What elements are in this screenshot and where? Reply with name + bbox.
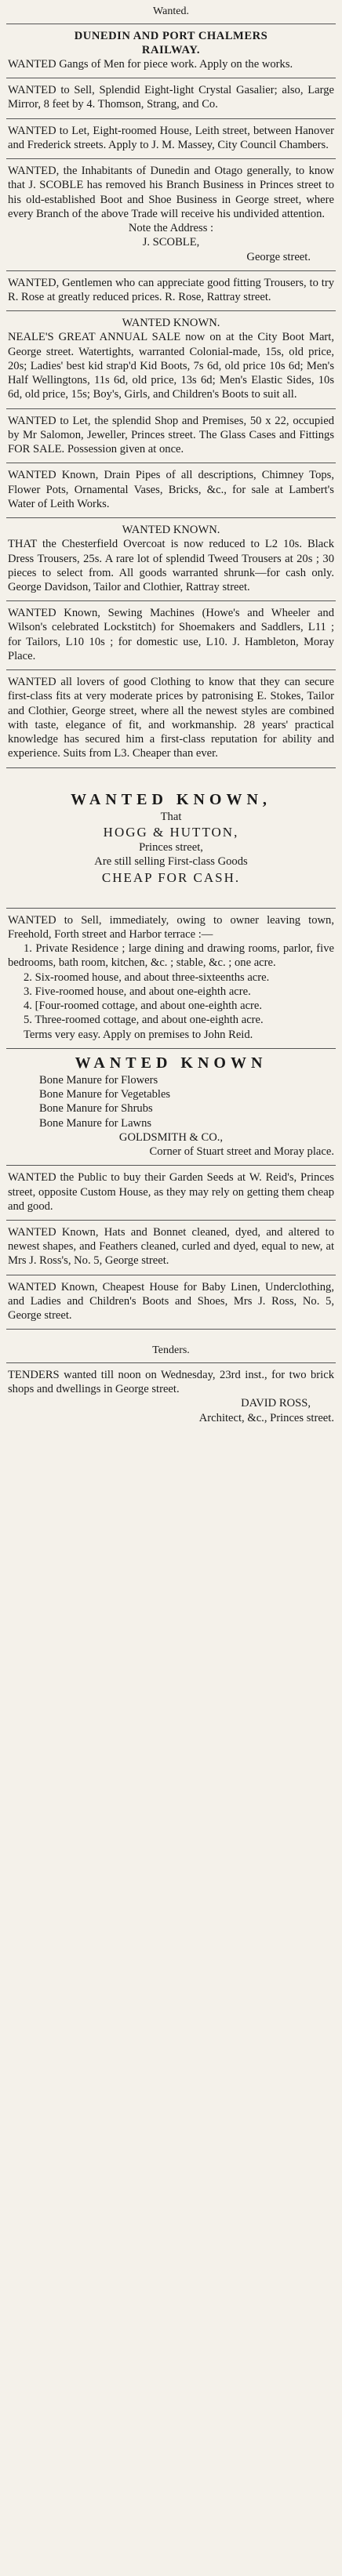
ad-address: George street.: [246, 250, 311, 263]
section-heading-wanted: Wanted.: [6, 3, 336, 24]
ad-terms: Terms very easy. Apply on premises to John Reid.: [24, 1028, 253, 1041]
ad-body: TENDERS wanted till noon on Wednesday, 23rd inst., for two brick shops and dwellings in George street.: [8, 1368, 334, 1396]
ad-house-leith: [6, 119, 336, 159]
ad-list-item: Bone Manure for Flowers: [39, 1073, 158, 1087]
ad-goldsmith: [6, 1049, 336, 1166]
ad-body: WANTED all lovers of good Clothing to know that they can secure first-class fits at very moderate prices by patronising E. Stokes, Tailor and Clothier, George street, where all the newest styles are combined with taste, elegance of fit, and workmanship. 28 years' practical knowledge has secured him a first-class reputation for ability and experience. Suits from L3. Cheaper than ever.: [8, 676, 334, 760]
ad-text: That: [160, 810, 182, 823]
ad-body: WANTED, the Inhabitants of Dunedin and Otago generally, to know that J. SCOBLE has removed his Branch Business in Princes street to his old-established Boot and Shoe Business in George street, where every Branch of the above Trade will receive his undivided attention.: [8, 165, 334, 220]
ad-body: WANTED to Sell, Splendid Eight-light Crystal Gasalier; also, Large Mirror, 8 feet by 4. Thomson, Strang, and Co.: [8, 84, 334, 111]
ad-address: Architect, &c., Princes street.: [198, 1411, 334, 1424]
section-heading-tenders: Tenders.: [6, 1330, 336, 1363]
ad-address: Corner of Stuart street and Moray place.: [149, 1145, 334, 1159]
ad-hogg-hutton: [6, 768, 336, 909]
ad-salomon: [6, 409, 336, 464]
ad-tender-ross: [6, 1363, 336, 1431]
ad-body: WANTED Known, Sewing Machines (Howe's and Wheeler and Wilson's celebrated Lockstitch) for Shoemakers and Saddlers, L11 ; for Tailors, L10 10s ; for domestic use, L10. J. Hambleton, Moray Place.: [8, 607, 334, 662]
ad-street: Princes street,: [139, 841, 203, 854]
ad-body: WANTED to Let, Eight-roomed House, Leith street, between Hanover and Frederick streets. Apply to J. M. Massey, City Council Chambers.: [8, 124, 334, 151]
ad-drain-pipes: [6, 463, 336, 518]
ad-hats-bonnets: [6, 1221, 336, 1275]
ad-firm: GOLDSMITH & CO.,: [118, 1130, 224, 1144]
ad-scoble: [6, 159, 336, 271]
ad-chesterfield: [6, 518, 336, 601]
ad-neale: [6, 311, 336, 408]
ad-list-item: 1. Private Residence ; large dining and drawing rooms, parlor, five bedrooms, bath room, kitchen, &c. ; stable, &c. ; one acre.: [8, 942, 334, 970]
ad-body: WANTED the Public to buy their Garden Seeds at W. Reid's, Princes street, opposite Custom House, as they may rely on getting them cheap and good.: [8, 1171, 334, 1213]
ad-stokes: [6, 670, 336, 767]
ad-cash: CHEAP FOR CASH.: [101, 869, 241, 885]
ad-list-item: 4. [Four-roomed cottage, and about one-eighth acre.: [24, 1000, 263, 1013]
ad-body: WANTED Known, Hats and Bonnet cleaned, dyed, and altered to newest shapes, and Feathers cleaned, curled and dyed, equal to new, at Mrs J. Ross's, No. 5, George street.: [8, 1226, 334, 1268]
ad-baby-linen: [6, 1275, 336, 1330]
ad-body: WANTED Known, Cheapest House for Baby Linen, Underclothing, and Ladies and Children's Boots and Shoes, Mrs J. Ross, No. 5, George street.: [8, 1280, 334, 1322]
ad-list-item: Bone Manure for Vegetables: [39, 1088, 171, 1101]
ad-heading: WANTED KNOWN.: [122, 524, 220, 537]
ad-gasalier: [6, 78, 336, 118]
ad-body: WANTED Known, Drain Pipes of all descriptions, Chimney Tops, Flower Pots, Ornamental Vases, Bricks, &c., for sale at Lambert's Water of Leith Works.: [8, 469, 334, 510]
ad-heading: WANTED KNOWN.: [122, 317, 220, 330]
ad-headline: WANTED KNOWN,: [71, 790, 271, 808]
ad-sewing-machines: [6, 601, 336, 670]
ad-body: WANTED to Let, the splendid Shop and Premises, 50 x 22, occupied by Mr Salomon, Jeweller, Princes street. The Glass Cases and Fittings FOR SALE. Possession given at once.: [8, 414, 334, 456]
ad-list-item: 2. Six-roomed house, and about three-sixteenths acre.: [24, 971, 270, 984]
ad-headline: WANTED KNOWN: [75, 1054, 267, 1072]
ad-body: WANTED to Sell, immediately, owing to owner leaving town, Freehold, Forth street and Harbor terrace :—: [8, 913, 334, 942]
ad-note: Note the Address :: [128, 222, 214, 235]
ad-firm: HOGG & HUTTON,: [103, 824, 239, 840]
ad-body: WANTED Gangs of Men for piece work. Apply on the works.: [8, 57, 293, 71]
ad-list-item: Bone Manure for Lawns: [39, 1116, 152, 1130]
newspaper-column: [6, 0, 336, 1431]
ad-body: THAT the Chesterfield Overcoat is now reduced to L2 10s. Black Dress Trousers, 25s. A rare lot of splendid Tweed Trousers at 20s ; 30 pieces to select from. All goods warranted shrunk—for cash only. George Davidson, Tailor and Clothier, Rattray street.: [8, 538, 334, 593]
ad-body: NEALE'S GREAT ANNUAL SALE now on at the City Boot Mart, George street. Watertights, warranted Colonial-made, 15s, old price, 20s; Ladies' best kid strap'd Kid Boots, 7s 6d, old price 10s 6d; Men's Half Wellingtons, 11s 6d, old price, 13s 6d; Men's Elastic Sides, 10s 6d, old price, 15s; Boy's, Girls, and Children's Boots to suit all.: [8, 331, 334, 401]
ad-list-item: 3. Five-roomed house, and about one-eighth acre.: [24, 985, 251, 998]
ad-list-item: 5. Three-roomed cottage, and about one-eighth acre.: [24, 1014, 264, 1027]
ad-text: Are still selling First-class Goods: [94, 855, 248, 869]
ad-signature: J. SCOBLE,: [142, 236, 200, 249]
ad-title: RAILWAY.: [141, 43, 201, 56]
ad-sell-freehold: [6, 909, 336, 1049]
ad-list-item: Bone Manure for Shrubs: [39, 1102, 153, 1116]
ad-signature: DAVID ROSS,: [241, 1397, 311, 1410]
ad-trousers-rose: [6, 271, 336, 311]
ad-body: WANTED, Gentlemen who can appreciate good fitting Trousers, to try R. Rose at greatly reduced prices. R. Rose, Rattray street.: [8, 276, 334, 304]
ad-railway: [6, 24, 336, 79]
ad-title: DUNEDIN AND PORT CHALMERS: [74, 29, 268, 42]
ad-reid-seeds: [6, 1166, 336, 1221]
